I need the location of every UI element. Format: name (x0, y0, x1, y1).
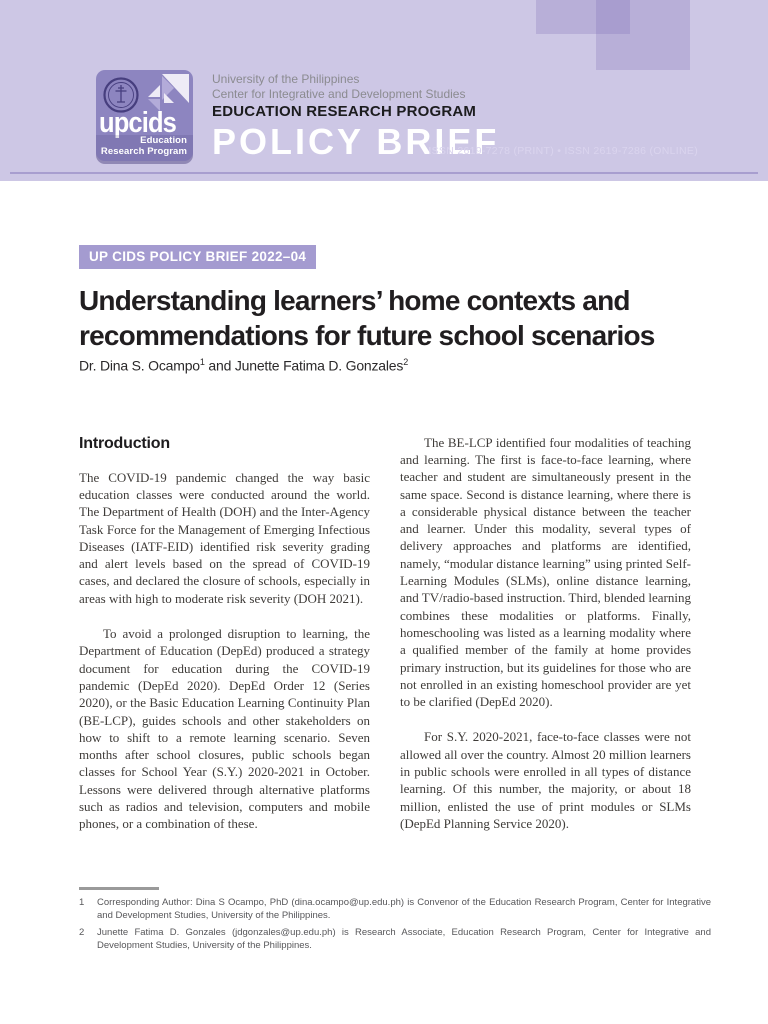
footnote-marker: 2 (79, 927, 85, 938)
right-paragraph-1: The BE-LCP identified four modalities of teaching and learning. The first is face-to-face learning, where teacher and student are simultaneously present in the same space. Second is distance learning, where there is a considerable physical distance between the teacher and learner. Under this modality, several types of delivery approaches and platforms are identified, namely, “modular distance learning” using printed Self-Learning Modules (SLMs), online distance learning, and TV/radio-based instruction. Third, blended learning combines these modalities or platforms. Finally, homeschooling was listed as a learning modality where a qualified member of the family at home provides primary instruction, but its guidelines for those who are not enrolled in an existing homeschool provider are yet to be clarified (DepEd 2020). (400, 434, 691, 710)
page-title-line2: recommendations for future school scenarios (79, 320, 655, 351)
logo-program-line1: Education (140, 135, 187, 146)
right-column (400, 434, 691, 851)
author-footnote-ref-1: 1 (199, 357, 205, 367)
header-deco-square-large (596, 0, 690, 70)
author-footnote-ref-2: 2 (403, 357, 408, 367)
page-title-line1: Understanding learners’ home contexts and (79, 285, 630, 316)
footnote-item (79, 896, 711, 922)
org-name-line1: University of the Philippines (212, 72, 360, 86)
section-heading-introduction: Introduction (79, 434, 170, 452)
footnote-marker: 1 (79, 897, 85, 908)
page-title (79, 283, 739, 353)
author-name-2: and Junette Fatima D. Gonzales (208, 357, 404, 374)
header-rule (10, 172, 758, 174)
footnote-text: Junette Fatima D. Gonzales (jdgonzales@up.edu.ph) is Research Associate, Education Research Program, Center for Integrative and Development Studies, University of the Philippines. (97, 927, 711, 951)
program-name: EDUCATION RESEARCH PROGRAM (212, 103, 477, 120)
left-column (79, 434, 370, 851)
author-name-1: Dr. Dina S. Ocampo (79, 357, 200, 374)
footnote-text: Corresponding Author: Dina S Ocampo, PhD (dina.ocampo@up.edu.ph) is Convenor of the Education Research Program, Center for Integrative and Development Studies, University of the Philippines. (97, 897, 711, 921)
banner-title: POLICY BRIEF (212, 121, 500, 162)
upcids-logo (96, 70, 193, 161)
footnotes-section (79, 887, 711, 956)
logo-acronym: upcids (99, 107, 176, 139)
series-badge: UP CIDS POLICY BRIEF 2022–04 (79, 245, 316, 269)
authors-line (79, 357, 768, 374)
footnote-rule (79, 887, 159, 890)
body-columns (79, 434, 691, 851)
org-name-line2: Center for Integrative and Development Studies (212, 86, 466, 101)
logo-program-line2: Research Program (100, 146, 187, 157)
issn-line: ISSN 2619-7278 (PRINT) • ISSN 2619-7286 (ONLINE) (428, 145, 698, 157)
right-paragraph-2: For S.Y. 2020-2021, face-to-face classes were not allowed all over the country. Almost 20 million learners in public schools were enrolled in all types of distance learning. Of this number, the majority, or about 18 million, enlisted the use of print modules or SLMs (DepEd Planning Service 2020). (400, 729, 691, 831)
left-paragraph-1: The COVID-19 pandemic changed the way basic education classes were conducted around the world. The Department of Health (DOH) and the Inter-Agency Task Force for the Management of Emerging Infectious Diseases (IATF-EID) identified risk severity grading and alert levels based on the spread of COVID-19 cases, and declared the closure of schools, especially in areas with high to moderate risk severity (DOH 2021). (79, 469, 370, 606)
logo-program-name (101, 135, 187, 157)
left-paragraph-2: To avoid a prolonged disruption to learning, the Department of Education (DepEd) produced a strategy document for education during the COVID-19 pandemic (DepEd 2020). DepEd Order 12 (Series 2020), or the Basic Education Learning Continuity Plan (BE-LCP), guides schools and other stakeholders on how to shift to a remote learning scenario. Seven months after school closures, public schools began classes for School Year (S.Y.) 2020-2021 in October. Lessons were delivered through alternative platforms such as radios and television, computers and mobile phones, or a combination of these. (79, 626, 370, 832)
header-banner (0, 0, 768, 181)
footnote-item (79, 926, 711, 952)
